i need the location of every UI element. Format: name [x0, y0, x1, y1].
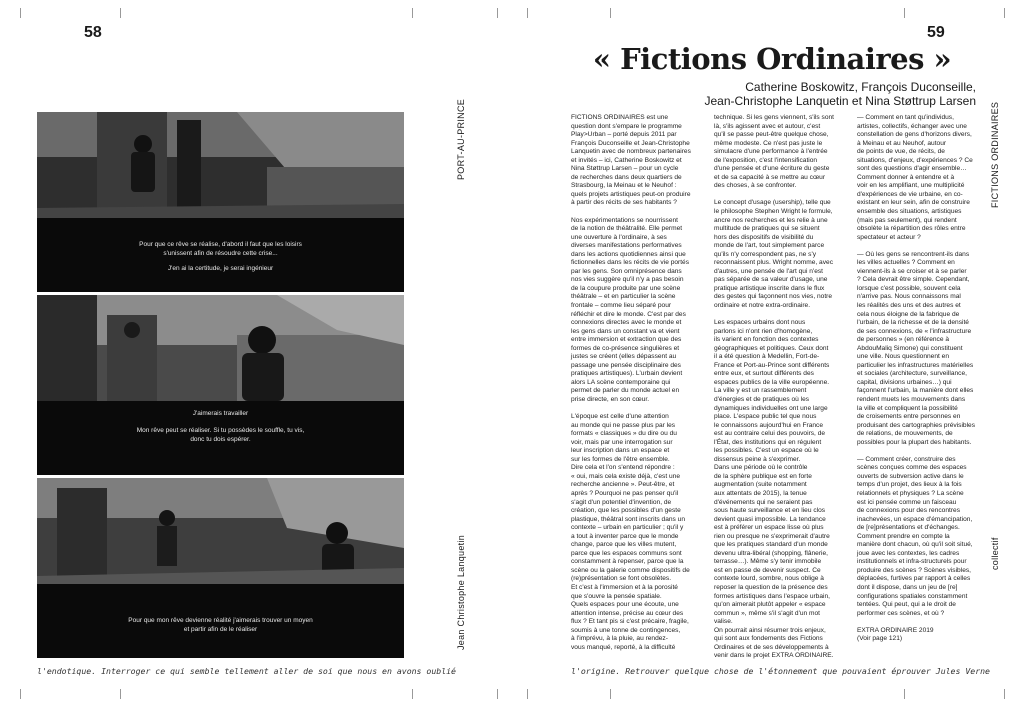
paragraph: Nos expérimentations se nourrissent de la notion de théâtralité. Elle permet une ouverture à l'ordinaire, à ses diverses manifestations performatives dans les actions quotidiennes ainsi que fictionnelles dans les récits de vie portés par les gens. Son omniprésence dans nos vies suggère qu'il n'y a pas besoin de la coupure produite par une scène théâtrale – et en particulier la scène frontale – comme lieu séparé pour réfléchir et dire le monde. C'est par des connexions directes avec le monde et les gens dans un constant va et vient entre immersion et extraction que des formes de co-présence singulières et justes se créent (elles dépassent au passage une pensée disciplinaire des pratiques artistiques). L'urbain devient alors LA scène contemporaine qui permet de parler du monde actuel en prise directe, en son cœur.: [571, 216, 690, 403]
crop-mark: [1004, 8, 1005, 18]
film-still-scene: [37, 112, 404, 218]
caption-line: Pour que ce rêve se réalise, d'abord il faut que les loisirs: [139, 241, 302, 248]
authors-line: Catherine Boskowitz, François Duconseille,: [745, 80, 976, 94]
paragraph: — Où les gens se rencontrent-ils dans les villes actuelles ? Comment en viennent-ils à se croiser et à se parler ? Cela devrait être simple. Cependant, lorsque c'est possible, souvent cela n'arrive pas. Nous connaissons mal les réalités des uns et des autres et cela nous éloigne de la fabrique de l'urbain, de la richesse et de la densité de ses connexions, de « l'infrastructure de personnes » (en référence à AbdouMaliq Simone) qui constituent une ville. Nous questionnent en particulier les infrastructures matérielles et sociales (architecture, surveillance, capital, divisions urbaines…) qui façonnent l'urbain, la manière dont elles rendent muets les mouvements dans la ville et compliquent la possibilité de croisements entre personnes en produisant des cartographies prévisibles de relations, de mouvements, de possibles pour la plupart des habitants.: [857, 250, 976, 446]
film-still-photo-1: [37, 112, 404, 292]
text-column-1: [571, 114, 705, 661]
text-column-2: [714, 114, 848, 669]
caption-line: Pour que mon rêve devienne réalité j'aimerais trouver un moyen: [128, 617, 313, 624]
crop-mark: [904, 689, 905, 699]
page-number-right: 59: [927, 24, 945, 41]
side-label-author: Jean Christophe Lanquetin: [456, 534, 466, 650]
film-still-photo-2: [37, 295, 404, 475]
crop-mark: [120, 689, 121, 699]
authors-line: Jean-Christophe Lanquetin et Nina Støttrup Larsen: [704, 94, 976, 108]
crop-mark: [497, 689, 498, 699]
crop-mark: [497, 8, 498, 18]
side-label-port-au-prince: PORT-AU-PRINCE: [456, 98, 466, 180]
paragraph: — Comment en tant qu'individus, artistes, collectifs, échanger avec une constellation de gens d'horizons divers, à Meinau et au Neuhof, autour de points de vue, de récits, de situations, d'enjeux, d'expériences ? Ce sont des questions d'agir ensemble… Comment donner à entendre et à voir en les amplifiant, une multiplicité d'expériences de vie urbaine, en co- existant en leur sein, afin de construire ensemble des situations, artistiques (mais pas seulement), qui rendent obsolète la répartition des rôles entre spectateur et acteur ?: [857, 114, 973, 241]
footer-left: l'endotique. Interroger ce qui semble tellement aller de soi que nous en avons oublié: [37, 666, 456, 676]
crop-mark: [1004, 689, 1005, 699]
paragraph: FICTIONS ORDINAIRES est une question dont s'empare le programme Play>Urban – porté depuis 2011 par François Duconseille et Jean-Christophe Lanquetin avec de nombreux partenaires et invités – ici, Catherine Boskowitz et Nina Støttrup Larsen – pour un cycle de recherches dans deux quartiers de Strasbourg, la Meinau et le Neuhof : quels projets artistiques peut-on produire à partir des récits de ses habitants ?: [571, 114, 691, 207]
crop-mark: [20, 8, 21, 18]
article-authors: [576, 80, 976, 108]
article-title: « Fictions Ordinaires »: [592, 42, 952, 76]
caption-line: donc tu dois espérer.: [190, 436, 251, 443]
caption-line: J'en ai la certitude, je serai ingénieur: [167, 265, 274, 272]
paragraph: EXTRA ORDINAIRE 2019 (Voir page 121): [857, 626, 934, 643]
caption-line: Mon rêve peut se réaliser. Si tu possèdes le souffle, tu vis,: [136, 427, 305, 434]
footer-right: l'origine. Retrouver quelque chose de l'étonnement que pouvaient éprouver Jules Verne: [571, 666, 990, 676]
crop-mark: [120, 8, 121, 18]
crop-mark: [527, 8, 528, 18]
caption-line: J'aimerais travailler: [192, 410, 249, 417]
text-column-3: [857, 114, 991, 652]
crop-mark: [412, 689, 413, 699]
paragraph: Le concept d'usage (usership), telle que le philosophe Stephen Wright le formule, ancre nos recherches et les relie à une multitude de pratiques qui se situent hors des dispositifs de visibilité du monde de l'art, tout simplement parce qu'ils n'y correspondent pas, ne s'y reconnaissent plus. Wright nomme, avec d'autres, une pensée de l'art qui n'est pas séparée de sa valeur d'usage, une pratique artistique inscrite dans le flux des gestes qui façonnent nos vies, notre ordinaire et notre extra-ordinaire.: [714, 199, 833, 309]
side-label-fictions-ordinaires: FICTIONS ORDINAIRES: [990, 101, 1000, 208]
crop-mark: [610, 689, 611, 699]
page-number-left: 58: [84, 24, 102, 41]
crop-mark: [412, 8, 413, 18]
side-label-collectif: collectif: [990, 537, 1000, 570]
crop-mark: [527, 689, 528, 699]
paragraph: — Comment créer, construire des scènes conçues comme des espaces ouverts de subversion active dans le temps d'un projet, des lieux à la fois relationnels et physiques ? La scène est ici pensée comme un faisceau de connexions pour des rencontres inachevées, un espace d'émancipation, de [re]présentations et d'échanges. Comment prendre en compte la manière dont chacun, où qu'il soit situé, joue avec les contextes, les cadres institutionnels et infra-structurels pour produire des scènes ? Scènes visibles, déplacées, furtives par rapport à celles dont il dispose, dans un jeu de [re] configurations spatiales constamment tentées. Qui peut, qui a le droit de performer ces scènes, et où ?: [857, 455, 973, 617]
film-still-scene: [37, 295, 404, 401]
paragraph: technique. Si les gens viennent, s'ils sont là, s'ils agissent avec et autour, c'est qu'il se passe peut-être quelque chose, même modeste. Ce n'est pas juste le simulacre d'une performance à l'entrée de l'exposition, c'est l'intensification d'une pensée et d'une écriture du geste et de sa capacité à se mettre au cœur des choses, à se confronter.: [714, 114, 835, 190]
crop-mark: [904, 8, 905, 18]
paragraph: L'époque est celle d'une attention au monde qui ne passe plus par les formats « classiques » du dire ou du voir, mais par une interrogation sur leur inscription dans un espace et sur les formes de l'être ensemble. Dire cela et l'on s'entend répondre : « oui, mais cela existe déjà, c'est une recherche ancienne ». Peut-être, et après ? Pourquoi ne pas penser qu'il s'agit d'un potentiel d'invention, de création, que les possibles d'un geste plastique, théâtral sont inscrits dans un contexte – urbain en particulier ; qu'il y a tout à inventer parce que le monde change, parce que les villes mutent, parce que les espaces communs sont constamment à repenser, parce que la scène ou la galerie comme dispositifs de (re)présentation se font obsolètes. Et c'est à l'immersion et à la porosité que s'ouvre la pensée spatiale. Quels espaces pour une écoute, une attention intense, précise au cœur des flux ? Et tant pis si c'est précaire, fragile, soumis à une tonne de contingences, à l'imprévu, à la pluie, au rendez- vous manqué, reporté, à la difficulté: [571, 413, 690, 651]
caption-line: et partir afin de le réaliser: [183, 626, 258, 633]
film-still-scene: [37, 478, 404, 584]
crop-mark: [610, 8, 611, 18]
film-still-photo-3: [37, 478, 404, 658]
crop-mark: [20, 689, 21, 699]
caption-line: s'unissent afin de résoudre cette crise...: [163, 250, 278, 257]
paragraph: Les espaces urbains dont nous parlons ici n'ont rien d'homogène, ils varient en fonction des contextes géographiques et politiques. Ceux dont il a été question à Medellin, Fort-de- France et Port-au-Prince sont différents entre eux, et surtout différents des espaces publics de la ville européenne. La ville y est un rassemblement d'énergies et de pratiques où les dynamiques individuelles ont une large place. L'espace public tel que nous le connaissons aujourd'hui en France est au contraire celui des pouvoirs, de l'État, des institutions qui en régulent les possibles. C'est un espace où le dissensus peine à s'exprimer. Dans une période où le contrôle de la sphère publique est en forte augmentation (suite notamment aux attentats de 2015), la tenue d'événements qui ne seraient pas sous haute surveillance et en lieu clos devient quasi impossible. La tendance est à préférer un espace lisse où plus rien ou presque ne s'exprimerait d'autre que les pratiques standard d'un monde devenu ultra-libéral (shopping, flânerie, terrasse…). Même s'y tenir immobile est en passe de devenir suspect. Ce contexte lourd, sombre, nous oblige à reposer la question de la présence des formes artistiques dans l'espace urbain, qu'on aimerait plutôt appeler « espace commun », même s'il s'agit d'un mot valise. On pourrait ainsi résumer trois enjeux, qui sont aux fondements des Fictions Ordinaires et de ses développements à venir dans le projet EXTRA ORDINAIRE.: [714, 319, 834, 660]
